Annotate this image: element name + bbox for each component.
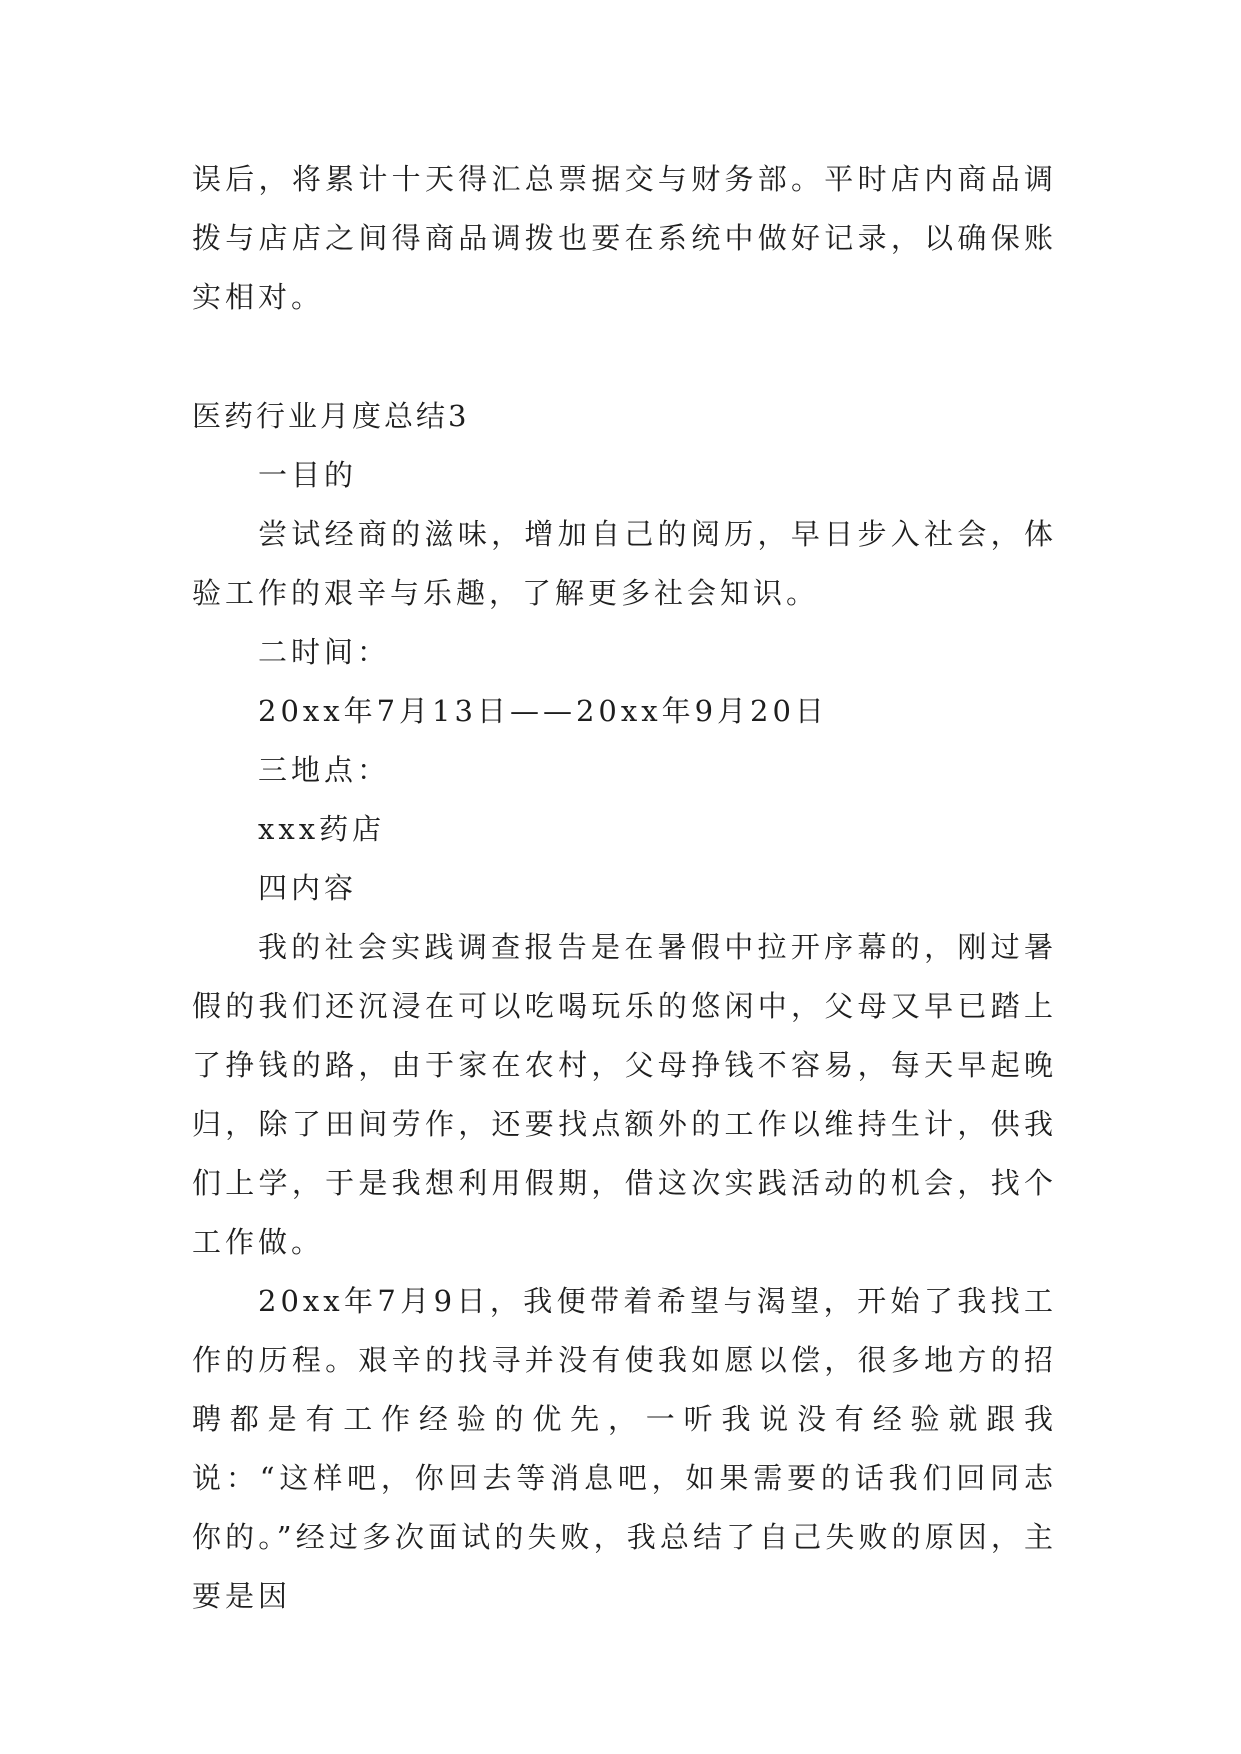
heading-time: 二时间： — [258, 635, 391, 669]
paragraph-time: 20xx年7月13日——20xx年9月20日 — [258, 694, 828, 728]
paragraph-purpose: 尝试经商的滋味，增加自己的阅历，早日步入社会，体验工作的艰辛与乐趣，了解更多社会知识。 — [192, 517, 1057, 610]
paragraph-location: xxx药店 — [258, 812, 386, 846]
section-gap — [192, 327, 1057, 387]
section-title: 医药行业月度总结3 — [192, 399, 470, 433]
continuation-paragraph: 误后，将累计十天得汇总票据交与财务部。平时店内商品调拨与店店之间得商品调拨也要在系统中做好记录，以确保账实相对。 — [192, 162, 1057, 314]
document-page — [192, 150, 1057, 1626]
heading-purpose: 一目的 — [258, 458, 358, 492]
heading-content: 四内容 — [258, 871, 358, 905]
paragraph-content-2: 20xx年7月9日，我便带着希望与渴望，开始了我找工作的历程。艰辛的找寻并没有使我如愿以偿，很多地方的招聘都是有工作经验的优先，一听我说没有经验就跟我说：“这样吧，你回去等消息吧，如果需要的话我们回同志你的。”经过多次面试的失败，我总结了自己失败的原因，主要是因 — [192, 1284, 1057, 1613]
paragraph-content-1: 我的社会实践调查报告是在暑假中拉开序幕的，刚过暑假的我们还沉浸在可以吃喝玩乐的悠闲中，父母又早已踏上了挣钱的路，由于家在农村，父母挣钱不容易，每天早起晚归，除了田间劳作，还要找点额外的工作以维持生计，供我们上学，于是我想利用假期，借这次实践活动的机会，找个工作做。 — [192, 930, 1057, 1259]
heading-location: 三地点： — [258, 753, 391, 787]
